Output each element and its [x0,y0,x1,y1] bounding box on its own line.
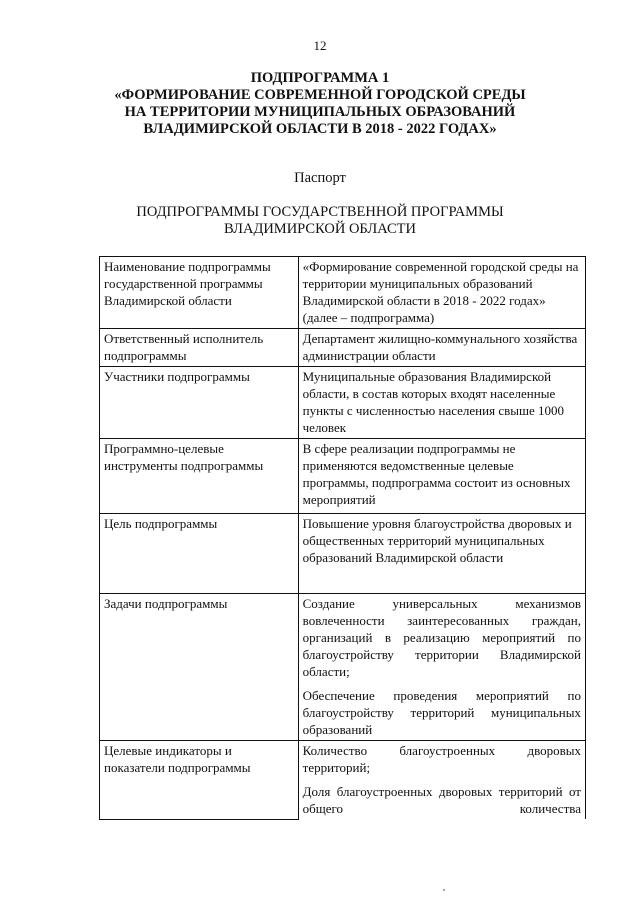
row-label-indicators: Целевые индикаторы и показатели подпрограммы [100,741,299,820]
row-label-tasks: Задачи подпрограммы [100,594,299,741]
value-paragraph: «Формирование современной городской среды на территории муниципальных образований Владимирской области в 2018 - 2022 годах» (далее – подпрограмма) [302,259,579,325]
row-value-executor [298,329,585,367]
heading-line-4: ВЛАДИМИРСКОЙ ОБЛАСТИ В 2018 - 2022 ГОДАХ» [143,121,497,137]
value-paragraph: Количество благоустроенных дворовых территорий; [302,743,581,775]
value-paragraph: Муниципальные образования Владимирской области, в состав которых входят населенные пункты с численностью населения свыше 1000 человек [302,369,564,435]
row-value-tasks [298,594,585,741]
table-row [100,439,586,514]
table-row [100,367,586,439]
heading-line-3: НА ТЕРРИТОРИИ МУНИЦИПАЛЬНЫХ ОБРАЗОВАНИЙ [124,104,516,120]
table-row [100,257,586,329]
row-label-participants: Участники подпрограммы [100,367,299,439]
heading-line-2: «ФОРМИРОВАНИЕ СОВРЕМЕННОЙ ГОРОДСКОЙ СРЕДЫ [114,87,526,103]
table-row [100,514,586,594]
subheading-line-1: ПОДПРОГРАММЫ ГОСУДАРСТВЕННОЙ ПРОГРАММЫ [136,204,504,220]
value-paragraph: Доля благоустроенных дворовых территорий от общего количества [302,784,581,816]
row-label-instruments: Программно-целевые инструменты подпрограммы [100,439,299,514]
table-row [100,741,586,820]
row-value-indicators [298,741,585,820]
passport-label: Паспорт [294,170,346,186]
value-paragraph: Департамент жилищно-коммунального хозяйства администрации области [302,331,578,363]
value-paragraph: Обеспечение проведения мероприятий по благоустройству территорий муниципальных образований [302,688,581,737]
value-paragraph: Повышение уровня благоустройства дворовых и общественных территорий муниципальных образований Владимирской области [302,516,572,565]
page-number: 12 [313,38,327,53]
subheading-line-2: ВЛАДИМИРСКОЙ ОБЛАСТИ [224,221,416,237]
row-value-instruments [298,439,585,514]
row-value-participants [298,367,585,439]
table-row [100,329,586,367]
value-paragraph: Создание универсальных механизмов вовлеченности заинтересованных граждан, организаций в реализацию мероприятий по благоустройству территории Владимирской области; [302,596,581,679]
row-label-executor: Ответственный исполнитель подпрограммы [100,329,299,367]
row-label-name: Наименование подпрограммы государственной программы Владимирской области [100,257,299,329]
heading-line-1: ПОДПРОГРАММА 1 [250,70,390,86]
row-value-goal [298,514,585,594]
passport-subheading [60,204,580,238]
subprogram-heading [60,70,580,138]
scan-speck [443,889,445,891]
table-row [100,594,586,741]
passport-table [99,256,586,820]
value-paragraph: В сфере реализации подпрограммы не применяются ведомственные целевые программы, подпрограмма состоит из основных мероприятий [302,441,571,507]
row-label-goal: Цель подпрограммы [100,514,299,594]
row-value-name [298,257,585,329]
